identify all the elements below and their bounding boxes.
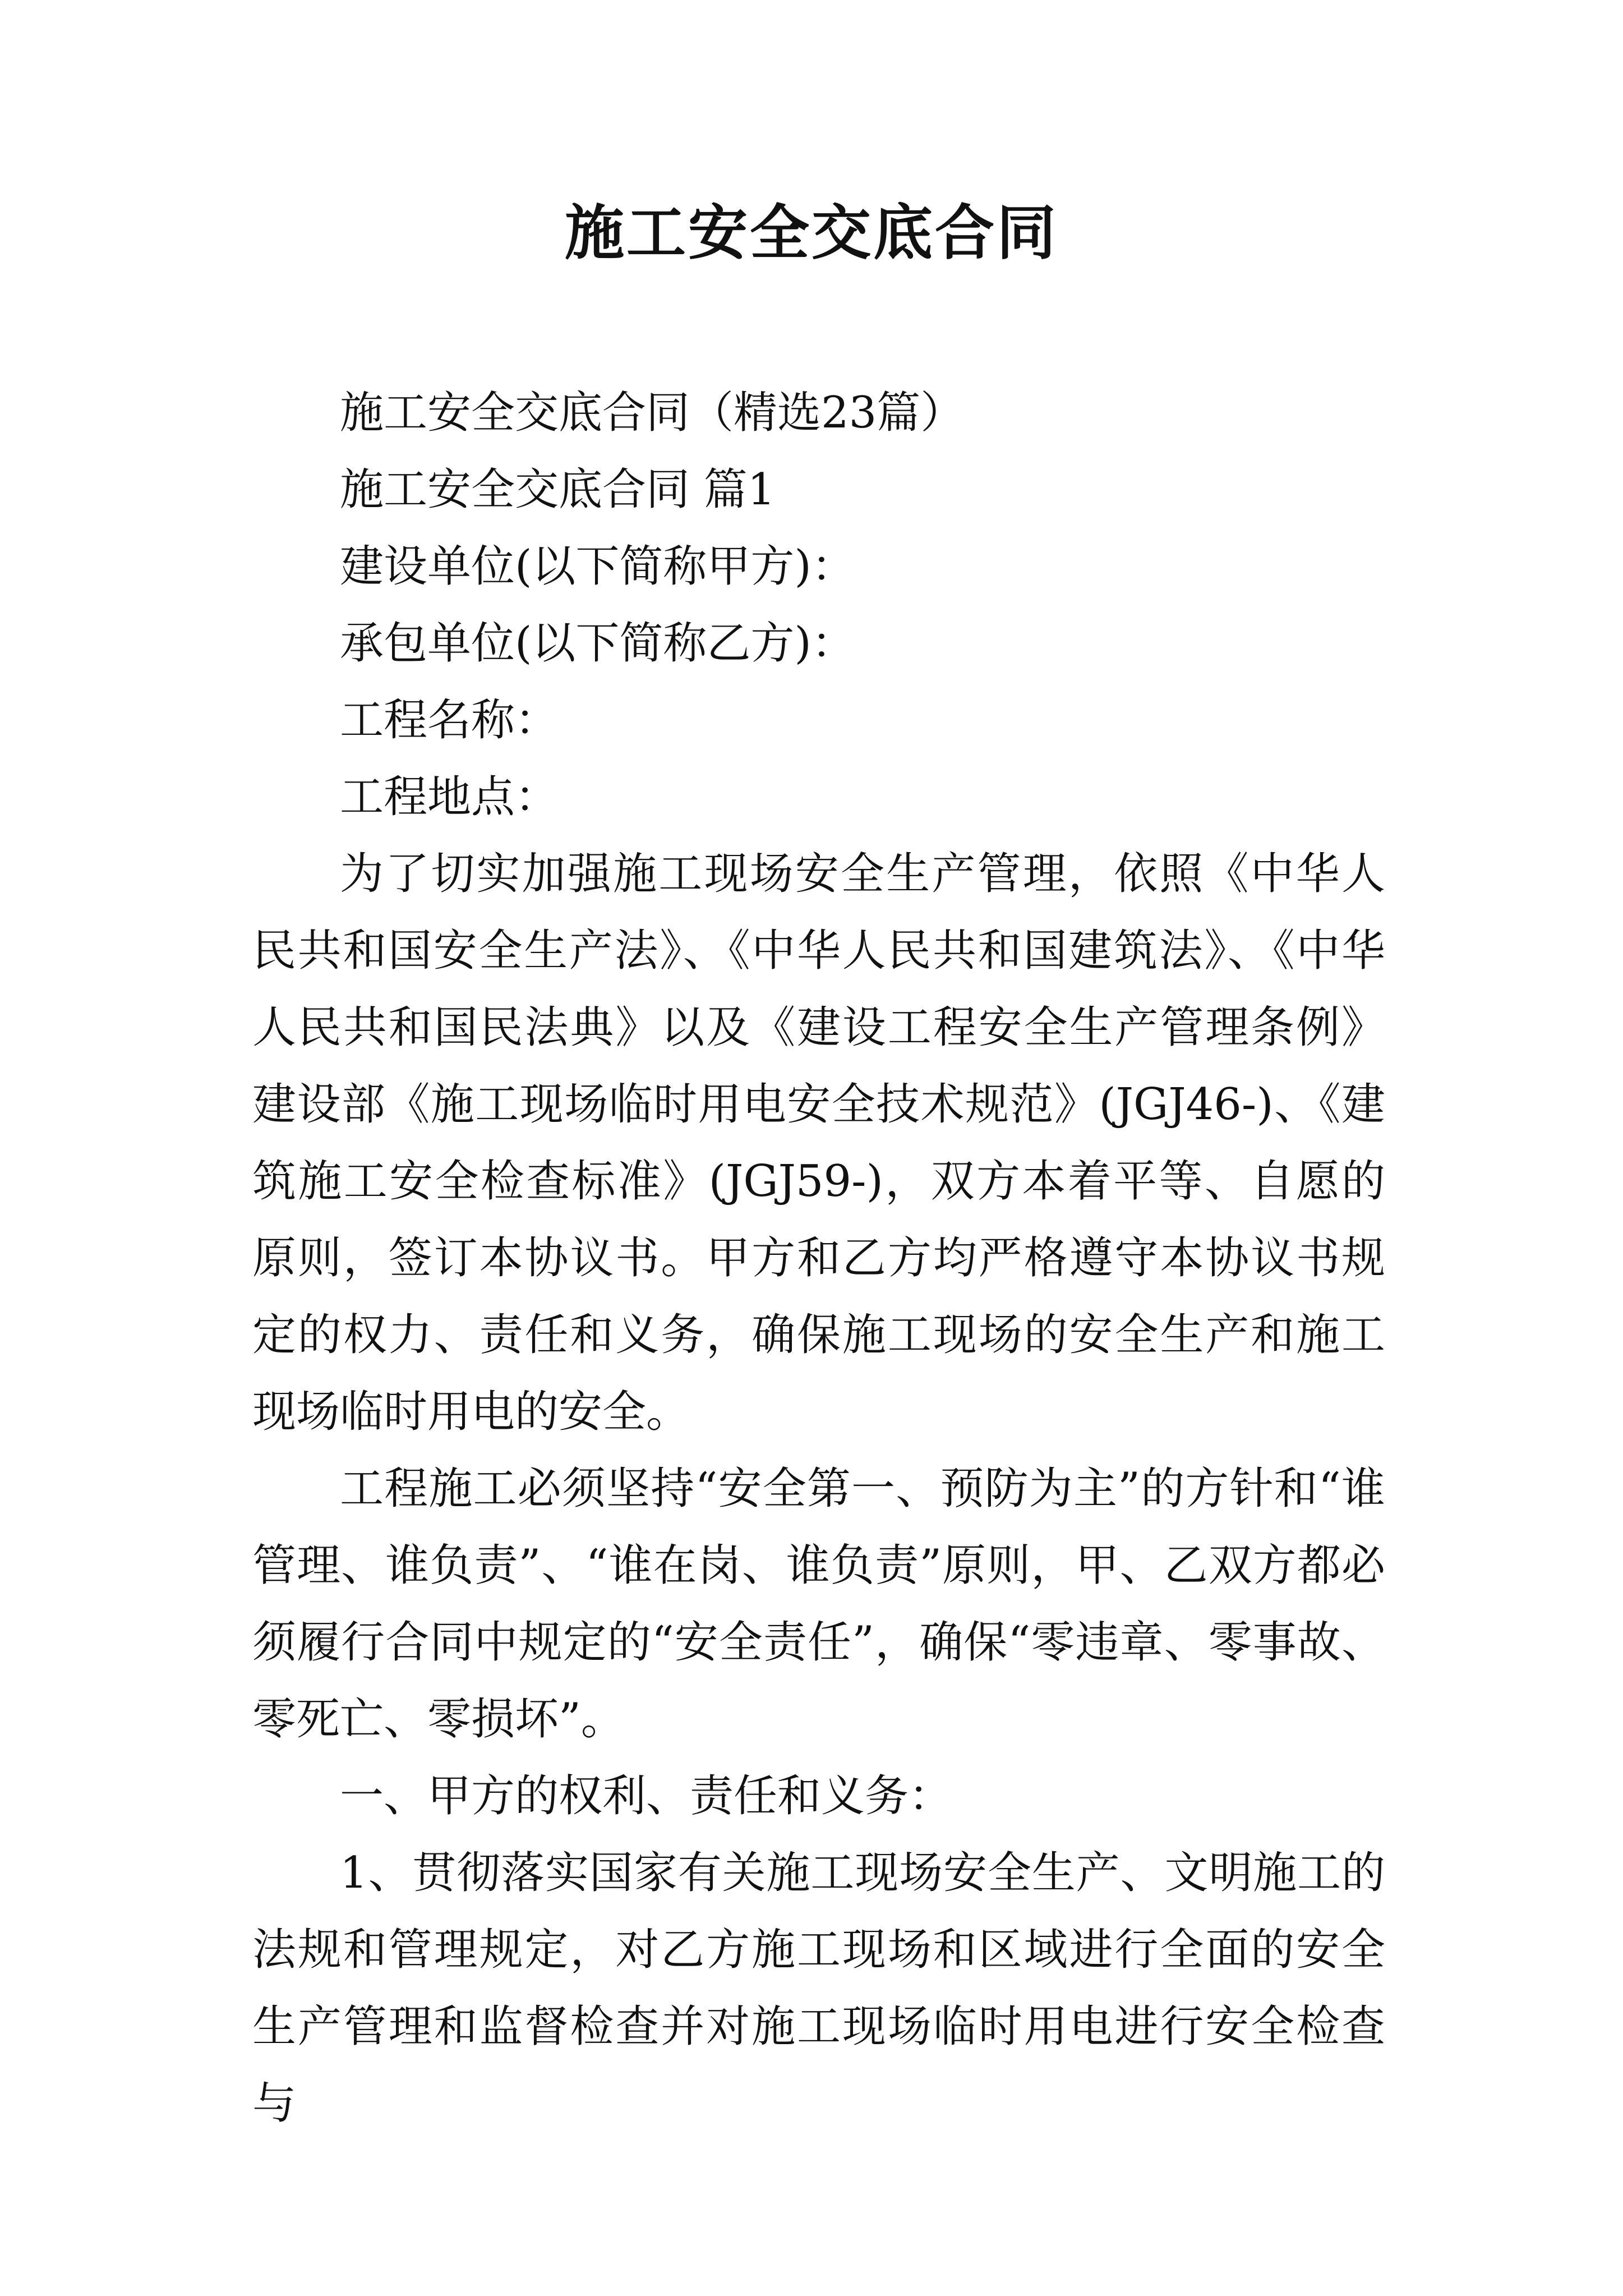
paragraph-principles: 工程施工必须坚持“安全第一、预防为主”的方针和“谁管理、谁负责”、“谁在岗、谁负责”原则，甲、乙双方都必须履行合同中规定的“安全责任”，确保“零违章、零事故、零死亡、零损坏”。: [252, 1464, 1385, 1745]
paragraph-item-1: 1、贯彻落实国家有关施工现场安全生产、文明施工的法规和管理规定，对乙方施工现场和区域进行全面的安全生产管理和监督检查并对施工现场临时用电进行安全检查与: [252, 1848, 1385, 2129]
paragraph-project-name: 工程名称：: [340, 695, 559, 746]
paragraph-party-a-heading: 一、甲方的权利、责任和义务：: [340, 1771, 953, 1821]
paragraph-section-heading: 施工安全交底合同 篇1: [340, 464, 776, 515]
document-body: [252, 375, 1385, 2142]
paragraph-party-b: 承包单位(以下简称乙方)：: [340, 618, 855, 669]
paragraph-subtitle: 施工安全交底合同（精选23篇）: [340, 388, 965, 438]
paragraph-project-location: 工程地点：: [340, 772, 559, 822]
paragraph-party-a: 建设单位(以下简称甲方)：: [340, 541, 855, 592]
paragraph-purpose: 为了切实加强施工现场安全生产管理，依照《中华人民共和国安全生产法》、《中华人民共和国建筑法》、《中华人民共和国民法典》以及《建设工程安全生产管理条例》建设部《施工现场临时用电安全技术规范》(JGJ46-)、《建筑施工安全检查标准》(JGJ59-)，双方本着平等、自愿的原则，签订本协议书。甲方和乙方均严格遵守本协议书规定的权力、责任和义务，确保施工现场的安全生产和施工现场临时用电的安全。: [252, 849, 1385, 1437]
document-title: 施工安全交底合同: [565, 197, 1058, 268]
